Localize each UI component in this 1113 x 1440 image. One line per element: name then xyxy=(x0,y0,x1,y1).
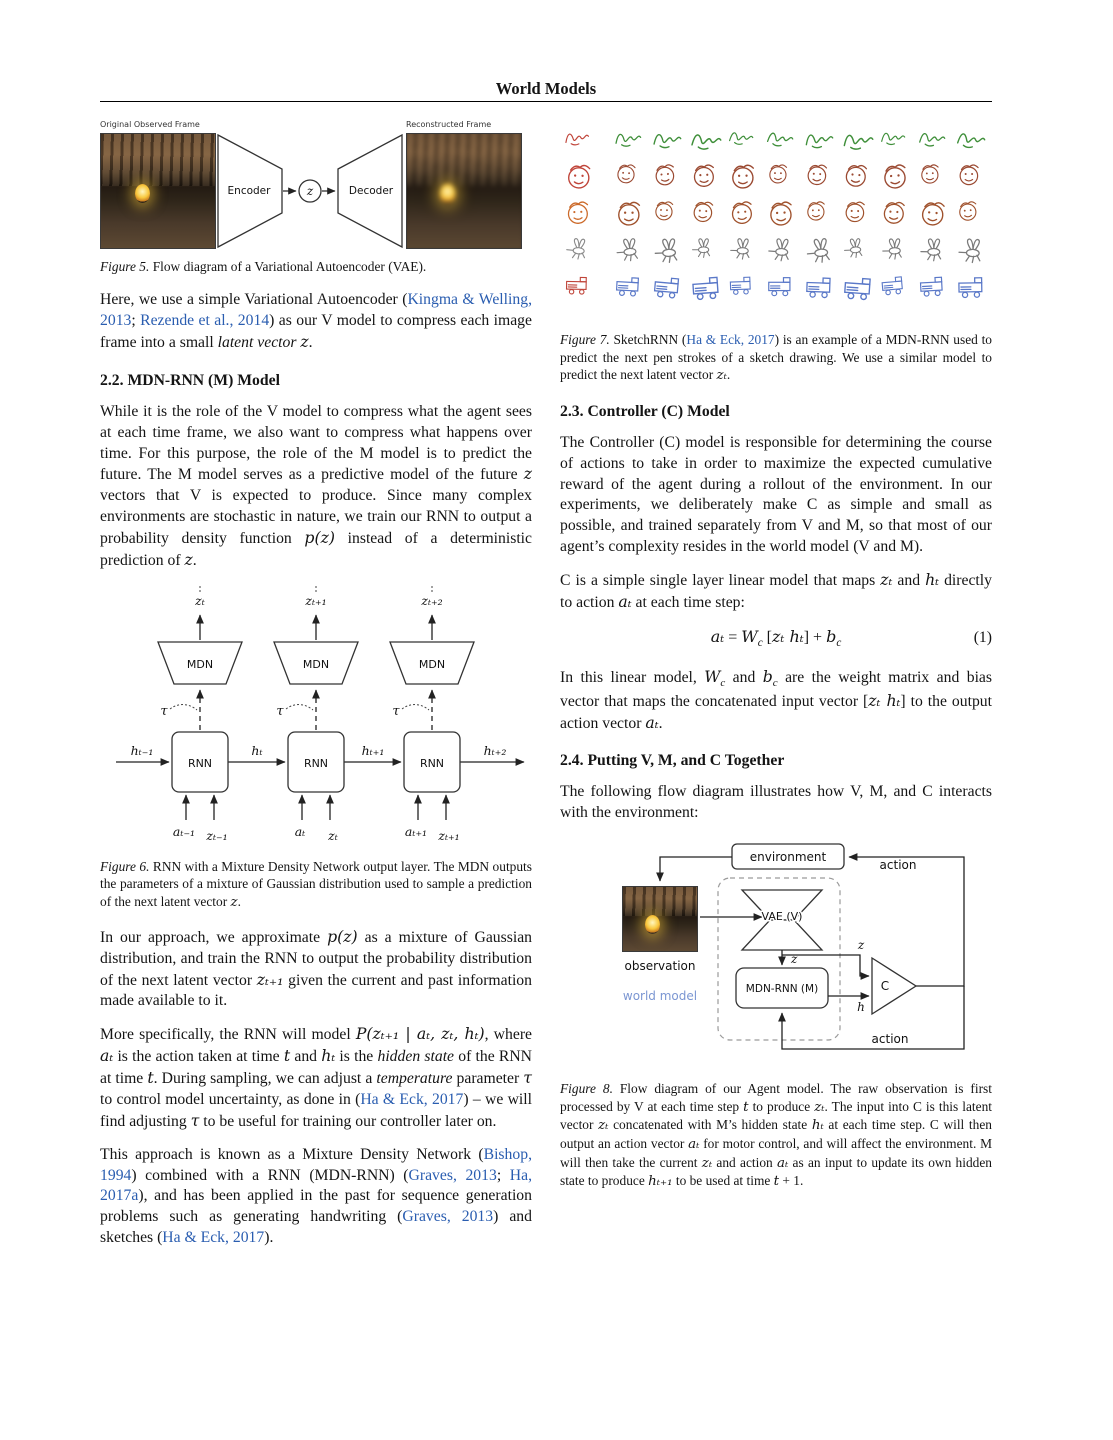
text-segment: The Controller (C) model is responsible for determining the course of actions to take in order to maximize the expected cumulative reward of the agent during a rollout of the environment. In our experiments, we deliberately make C as simple and small as possible, and trained separately from V and M, so that most of our agent’s complexity resides in the world model (V and M). xyxy=(560,433,992,556)
sketch-glyph xyxy=(730,277,750,294)
text-segment: . xyxy=(308,334,313,352)
text-segment: z xyxy=(230,895,238,911)
text-segment: c xyxy=(757,637,763,649)
figure-6-caption xyxy=(100,858,532,912)
text-segment: This approach is known as a Mixture Density Network ( xyxy=(100,1145,484,1163)
a-in-label-2: aₜ₊₁ xyxy=(404,823,428,839)
text-segment: p(z) xyxy=(327,926,358,946)
sketch-glyph xyxy=(656,202,673,221)
header-rule xyxy=(100,101,992,102)
sketch-glyph xyxy=(565,132,589,145)
controller-triangle xyxy=(872,958,916,1014)
agent-flow-svg xyxy=(560,836,992,1071)
text-segment: as an input to update its own hidden state to produce xyxy=(560,1154,992,1189)
text-segment: given the current and past information made available to it. xyxy=(100,971,532,1010)
text-segment: Figure 5. xyxy=(100,258,150,274)
sketch-glyph xyxy=(959,202,977,221)
sketch-glyph xyxy=(921,239,941,261)
z-label-below-vae: z xyxy=(791,952,798,966)
text-segment: hₜ xyxy=(321,1046,336,1066)
text-segment: ) combined with a RNN (MDN-RNN) ( xyxy=(131,1166,409,1184)
sketch-glyph xyxy=(807,278,830,298)
tau-label: τ xyxy=(392,703,400,719)
text-segment: aₜ xyxy=(100,1046,114,1066)
text-segment: t xyxy=(283,1046,291,1066)
paragraph xyxy=(100,1145,532,1249)
sketch-glyph xyxy=(883,239,902,260)
sketch-glyph xyxy=(844,277,870,299)
paragraph xyxy=(100,927,532,1013)
figure-7-sketchrnn-grid xyxy=(560,120,992,322)
sketchrnn-svg xyxy=(560,120,992,315)
text-segment: Figure 7. xyxy=(560,331,610,347)
vae-flow-row xyxy=(100,120,532,249)
text-segment: and xyxy=(892,572,926,590)
text-segment: ] + xyxy=(803,628,827,646)
text-segment: Flow diagram of our Agent model. The raw observation is first processed by V at each time step xyxy=(560,1081,992,1114)
text-segment: of the RNN at time xyxy=(100,1048,533,1087)
tau-label: τ xyxy=(276,703,284,719)
left-column xyxy=(100,116,532,1261)
z-out-label-0: zₜ xyxy=(195,592,205,608)
text-segment: Flow diagram of a Variational Autoencoder (VAE). xyxy=(149,258,427,274)
vae-bottom-shape xyxy=(742,920,822,950)
section-heading-2-2: 2.2. MDN-RNN (M) Model xyxy=(100,371,280,389)
text-segment: . The input into C is this latent vector xyxy=(560,1098,992,1133)
sketch-glyph xyxy=(732,201,753,224)
encoder-label: Encoder xyxy=(227,184,271,197)
text-segment: ) – we will find adjusting xyxy=(100,1090,533,1130)
text-segment: c xyxy=(720,677,726,690)
sketch-glyph xyxy=(655,164,675,185)
tau-hook xyxy=(170,704,197,709)
text-segment: to produce xyxy=(748,1098,815,1114)
text-segment: to be used at time xyxy=(672,1173,774,1189)
sketch-glyph xyxy=(768,238,789,261)
reconstructed-frame-image xyxy=(406,133,522,249)
h-label-2: hₜ₊₁ xyxy=(361,742,385,758)
paragraph xyxy=(100,402,532,572)
sketch-glyph xyxy=(733,165,754,188)
z-in-label-0: zₜ₋₁ xyxy=(206,827,228,842)
tau-hook xyxy=(286,704,313,709)
z-in-label-2: zₜ₊₁ xyxy=(438,827,460,842)
text-segment: . xyxy=(658,714,663,732)
text-segment: More specifically, the RNN will model xyxy=(100,1026,356,1044)
citation-link[interactable]: Kingma & Welling, 2013 xyxy=(100,291,532,330)
text-segment: hₜ₊₁ xyxy=(648,1174,673,1190)
text-segment: Here, we use a simple Variational Autoencoder ( xyxy=(100,291,408,309)
sketch-glyph xyxy=(844,238,862,258)
sketch-glyph xyxy=(960,165,978,185)
citation-link[interactable]: Graves, 2013 xyxy=(402,1208,494,1226)
latent-z-label: z xyxy=(306,183,314,198)
sketch-glyph xyxy=(808,202,825,220)
figure-5-vae-diagram xyxy=(100,120,532,249)
text-segment: hₜ xyxy=(811,1118,824,1134)
paragraph xyxy=(560,570,992,614)
rnn-label: RNN xyxy=(187,756,213,770)
text-segment: zₜ xyxy=(880,570,893,590)
text-segment: zₜ xyxy=(814,1099,825,1115)
text-segment: zₜ xyxy=(716,368,727,384)
text-segment: W xyxy=(704,666,721,686)
text-segment: ] to the output action vector xyxy=(560,692,992,732)
h-label: h xyxy=(857,1000,865,1014)
sketch-glyph xyxy=(844,135,873,150)
text-segment: for motor control, and will affect the environment. M will then take the current xyxy=(560,1136,992,1170)
tau-hook xyxy=(402,704,429,709)
action-top-label: action xyxy=(879,858,917,872)
sketch-glyph xyxy=(884,202,904,224)
sketch-glyph xyxy=(568,165,589,188)
text-segment: SketchRNN ( xyxy=(609,331,687,347)
rnn-label: RNN xyxy=(419,756,445,770)
sketch-glyph xyxy=(654,277,678,298)
paragraph xyxy=(560,433,992,558)
text-segment: as a mixture of Gaussian distribution, and train the RNN to output the probability distribution of the next latent vector xyxy=(100,928,532,989)
a-in-label-0: aₜ₋₁ xyxy=(172,823,196,839)
section-heading-2-4: 2.4. Putting V, M, and C Together xyxy=(560,752,785,770)
text-segment: instead of a deterministic prediction of xyxy=(100,530,532,569)
mdnrnn-label: MDN-RNN (M) xyxy=(745,983,819,995)
z-label-to-c: z xyxy=(857,938,865,952)
sketch-glyph xyxy=(884,165,906,189)
text-segment: RNN with a Mixture Density Network output layer. The MDN outputs the parameters of a mixture of Gaussian distribution used to sample a prediction of the next latent vector xyxy=(100,858,532,910)
vae-label: VAE (V) xyxy=(761,910,803,923)
text-segment: concatenated with M’s hidden state xyxy=(608,1117,812,1133)
text-segment: and xyxy=(290,1048,322,1066)
z-in-label-1: zₜ xyxy=(328,827,338,842)
mdnrnn-svg xyxy=(100,584,532,842)
sketch-glyph xyxy=(654,134,681,148)
a-in-label-1: aₜ xyxy=(294,823,306,839)
sketch-glyph xyxy=(566,277,586,294)
text-segment: and action xyxy=(712,1154,777,1170)
sketch-glyph xyxy=(693,277,719,299)
env-to-observation-arrow xyxy=(660,857,732,881)
sketch-glyph xyxy=(920,133,945,146)
text-segment: vectors that V is expected to produce. Since many complex environments are stochastic in nature, we train our RNN to output a probability density function xyxy=(100,487,532,548)
sketch-glyph xyxy=(922,202,945,226)
z-out-label-2: zₜ₊₂ xyxy=(421,592,443,608)
text-segment: zₜ xyxy=(598,1118,609,1134)
text-segment: aₜ xyxy=(645,712,659,732)
sketch-glyph xyxy=(957,134,985,149)
text-segment: . During sampling, we can adjust a xyxy=(153,1070,377,1087)
text-segment: aₜ xyxy=(777,1155,789,1171)
mdn-label: MDN xyxy=(302,657,330,671)
original-frame-image xyxy=(100,133,216,249)
sketch-glyph xyxy=(616,277,638,296)
text-segment: aₜ xyxy=(618,591,632,611)
sketch-glyph xyxy=(806,238,829,263)
sketch-glyph xyxy=(808,164,827,184)
text-segment: is the action taken at time xyxy=(113,1048,284,1066)
text-segment: ) is an example of a MDN-RNN used to predict the next pen strokes of a sketch drawing. We use a similar model to predict the next latent vector xyxy=(560,331,992,383)
mdn-label: MDN xyxy=(186,657,214,671)
text-segment: . xyxy=(192,551,197,569)
figure-8-caption xyxy=(560,1080,992,1191)
decoder-label: Decoder xyxy=(348,184,394,197)
text-segment: In this linear model, xyxy=(560,668,705,686)
text-segment: hidden state xyxy=(377,1048,455,1066)
sketch-glyph xyxy=(729,133,753,145)
sketch-glyph xyxy=(617,164,635,183)
z-out-label-1: zₜ₊₁ xyxy=(305,592,327,608)
text-segment: zₜ hₜ xyxy=(868,690,901,710)
sketch-glyph xyxy=(692,135,721,150)
figure-7-caption xyxy=(560,331,992,385)
sketch-glyph xyxy=(770,165,787,183)
text-segment: and xyxy=(725,668,763,686)
reconstructed-frame-block xyxy=(406,120,522,249)
text-segment: The following flow diagram illustrates how V, M, and C interacts with the environment: xyxy=(560,783,992,822)
citation-link[interactable]: Ha, 2017a xyxy=(100,1166,532,1205)
text-segment: While it is the role of the V model to compress what the agent sees at each time frame, we also want to compress what happens over time. For this purpose, the role of the M model is to predict the future. The M model serves as a predictive model of the future xyxy=(100,402,532,484)
environment-label: environment xyxy=(749,850,827,864)
sketch-glyph xyxy=(959,278,982,298)
citation-link[interactable]: Ha & Eck, 2017 xyxy=(686,331,775,347)
sketch-glyph xyxy=(846,164,867,187)
vae-shapes xyxy=(216,133,406,249)
mdnrnn-cell-3 xyxy=(390,586,474,842)
text-segment: ; xyxy=(131,312,141,330)
text-segment: In our approach, we approximate xyxy=(100,928,328,946)
sketch-glyph xyxy=(882,277,903,295)
text-segment: τ xyxy=(523,1068,532,1087)
text-segment: aₜ xyxy=(710,626,725,646)
sketch-glyph xyxy=(566,238,586,260)
paragraph xyxy=(100,290,532,354)
text-segment: z xyxy=(523,464,532,484)
sketch-glyph xyxy=(694,165,714,187)
text-segment: aₜ xyxy=(688,1137,700,1153)
equation-1 xyxy=(560,626,992,651)
rnn-label: RNN xyxy=(303,756,329,770)
text-segment: ). xyxy=(264,1229,274,1247)
mdn-label: MDN xyxy=(418,657,446,671)
sketch-glyph xyxy=(767,133,793,147)
sketch-glyph xyxy=(616,238,637,261)
text-segment: W xyxy=(741,626,758,646)
paragraph xyxy=(560,667,992,734)
text-segment: latent vector xyxy=(217,334,301,352)
right-column xyxy=(560,116,992,1206)
figure-6-mdnrnn-diagram xyxy=(100,584,532,849)
h-label-3: hₜ₊₂ xyxy=(483,742,507,758)
equation-number: (1) xyxy=(973,628,992,646)
controller-label: C xyxy=(880,979,890,993)
equation-body xyxy=(602,626,950,651)
sketch-glyph xyxy=(770,202,792,226)
citation-link[interactable]: Bishop, 1994 xyxy=(100,1145,532,1184)
text-segment: t xyxy=(773,1174,780,1190)
text-segment: to be useful for training our controller later on. xyxy=(199,1112,497,1130)
text-segment: ; xyxy=(496,1166,510,1184)
world-model-label: world model xyxy=(622,989,698,1003)
text-segment: ), and has been applied in the past for sequence generation problems such as generating handwriting ( xyxy=(100,1187,532,1226)
paragraph xyxy=(100,1024,532,1132)
reconstructed-frame-label: Reconstructed Frame xyxy=(406,120,492,129)
text-segment: t xyxy=(743,1099,749,1115)
original-frame-label: Original Observed Frame xyxy=(100,120,200,129)
text-segment: zₜ₊₁ xyxy=(256,969,284,989)
sketch-glyph xyxy=(882,133,905,144)
sketch-glyph xyxy=(921,165,938,184)
text-segment: parameter xyxy=(452,1070,524,1087)
sketch-glyph xyxy=(619,202,640,225)
text-segment: C is a simple single layer linear model that maps xyxy=(560,572,881,590)
text-segment: t xyxy=(147,1068,154,1087)
text-segment: z xyxy=(184,549,193,569)
tau-label: τ xyxy=(160,703,168,719)
mdnrnn-cell-1 xyxy=(158,586,242,842)
text-segment: zₜ hₜ xyxy=(771,626,804,646)
section-heading-2-3: 2.3. Controller (C) Model xyxy=(560,402,730,420)
citation-link[interactable]: Graves, 2013 xyxy=(408,1166,497,1184)
text-segment: is the xyxy=(335,1048,378,1066)
text-segment: Figure 8. xyxy=(560,1081,613,1096)
sketch-glyph xyxy=(616,133,641,146)
mdnrnn-cell-2 xyxy=(274,586,358,842)
text-segment: + 1. xyxy=(779,1173,804,1189)
doom-frame-art-blurred xyxy=(406,133,522,249)
h-label-0: hₜ₋₁ xyxy=(130,742,154,758)
original-frame-block xyxy=(100,120,216,249)
h-label-1: hₜ xyxy=(251,742,263,758)
sketch-glyph xyxy=(693,239,710,258)
sketch-glyph xyxy=(806,134,834,149)
observation-image xyxy=(622,886,698,952)
text-segment: at each time step: xyxy=(631,593,745,611)
sketch-glyph xyxy=(655,239,677,263)
text-segment: at each time step. C will then output an action vector xyxy=(560,1117,992,1152)
text-segment: c xyxy=(772,677,778,690)
text-segment: c xyxy=(836,637,842,649)
doom-frame-art xyxy=(101,134,215,248)
sketch-glyph xyxy=(730,238,749,259)
sketch-glyph xyxy=(769,278,790,296)
text-segment: p(z) xyxy=(304,528,335,548)
text-segment: hₜ xyxy=(925,570,940,590)
action-bottom-label: action xyxy=(871,1032,909,1046)
citation-link[interactable]: Ha & Eck, 2017 xyxy=(360,1090,464,1108)
text-segment: ) and sketches ( xyxy=(100,1208,532,1247)
text-segment: . xyxy=(726,367,731,383)
text-segment: directly to action xyxy=(560,572,992,611)
sketch-glyph xyxy=(846,202,864,222)
observation-label: observation xyxy=(624,959,696,973)
text-segment: Figure 6. xyxy=(100,858,150,874)
text-segment: . xyxy=(237,894,241,910)
text-segment: zₜ xyxy=(701,1155,713,1171)
text-segment: [ xyxy=(762,628,772,646)
paragraph xyxy=(560,782,992,824)
text-segment: to control model uncertainty, as done in ( xyxy=(100,1090,361,1108)
text-segment: = xyxy=(724,628,742,646)
text-segment: b xyxy=(762,666,773,686)
citation-link[interactable]: Rezende et al., 2014 xyxy=(140,312,270,330)
sketch-glyph xyxy=(568,202,588,224)
action-to-environment-arrow xyxy=(849,857,964,986)
text-segment: z xyxy=(300,332,309,352)
citation-link[interactable]: Ha & Eck, 2017 xyxy=(162,1229,265,1247)
sketch-glyph xyxy=(959,239,981,263)
text-segment: P(zₜ₊₁ | aₜ, zₜ, hₜ) xyxy=(355,1024,485,1044)
text-segment: are the weight matrix and bias vector that maps the concatenated input vector [ xyxy=(560,668,992,710)
text-segment: , where xyxy=(484,1026,533,1044)
running-title: World Models xyxy=(495,79,597,98)
figure-8-agent-diagram xyxy=(560,836,992,1071)
text-segment: ) as our V model to compress each image frame into a small xyxy=(100,312,532,352)
text-segment: τ xyxy=(190,1110,200,1130)
sketch-glyph xyxy=(920,277,942,296)
text-segment: temperature xyxy=(376,1070,453,1087)
sketch-glyph xyxy=(694,201,713,222)
doom-frame-art-small xyxy=(623,887,697,951)
figure-5-caption xyxy=(100,258,532,276)
text-segment: b xyxy=(826,626,837,646)
